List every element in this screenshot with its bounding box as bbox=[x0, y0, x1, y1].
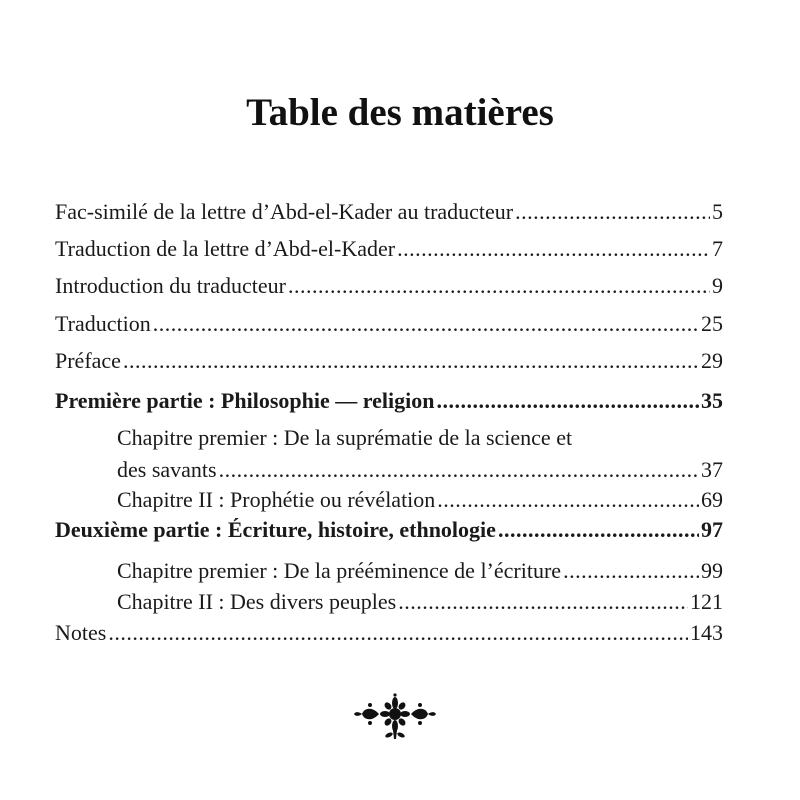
toc-entry-preface[interactable] bbox=[55, 345, 723, 377]
toc-entry-label: des savants bbox=[117, 457, 217, 482]
toc-entry-label: Préface bbox=[55, 348, 121, 373]
toc-page-number: 69 bbox=[701, 487, 723, 512]
toc-entry-facsimile[interactable] bbox=[55, 196, 723, 228]
toc-entry-label: Introduction du traducteur bbox=[55, 273, 286, 298]
toc-entry-label: Traduction bbox=[55, 311, 151, 336]
toc-entry-label-line1: Chapitre premier : De la suprématie de la science et bbox=[117, 425, 573, 450]
toc-part-two[interactable] bbox=[55, 514, 723, 546]
toc-page-number: 9 bbox=[712, 273, 723, 298]
toc-page-number: 35 bbox=[701, 388, 723, 413]
toc-chapter-suprematie[interactable] bbox=[117, 422, 723, 486]
toc-page-number: 5 bbox=[712, 199, 723, 224]
dot-leader bbox=[498, 514, 699, 546]
toc-part-one[interactable] bbox=[55, 385, 723, 417]
toc-page-number: 25 bbox=[701, 311, 723, 336]
toc-entry-label: Chapitre II : Des divers peuples bbox=[117, 589, 397, 614]
toc-entry-label: Traduction de la lettre d’Abd-el-Kader bbox=[55, 236, 396, 261]
toc-entry-notes[interactable] bbox=[55, 617, 723, 649]
dot-leader bbox=[436, 385, 699, 417]
toc-entry-traduction-lettre[interactable] bbox=[55, 233, 723, 265]
dot-leader bbox=[397, 233, 710, 265]
toc-page-number: 99 bbox=[701, 558, 723, 583]
toc-page-number: 7 bbox=[712, 236, 723, 261]
toc-chapter-ecriture[interactable] bbox=[117, 555, 723, 587]
dot-leader bbox=[515, 196, 710, 228]
toc-entry-label: Première partie : Philosophie — religion bbox=[55, 388, 435, 413]
toc-entry-label: Chapitre premier : De la prééminence de l’écriture bbox=[117, 558, 562, 583]
toc-page-number: 29 bbox=[701, 348, 723, 373]
dot-leader bbox=[563, 555, 699, 587]
toc-chapter-peuples[interactable] bbox=[117, 586, 723, 618]
toc-page-number: 97 bbox=[701, 517, 723, 542]
toc-page-number: 121 bbox=[690, 589, 723, 614]
floral-fleuron-icon bbox=[352, 692, 438, 742]
toc-entry-traduction[interactable] bbox=[55, 308, 723, 340]
toc-entry-label: Fac-similé de la lettre d’Abd-el-Kader au traducteur bbox=[55, 199, 514, 224]
toc-entry-label: Chapitre II : Prophétie ou révélation bbox=[117, 487, 436, 512]
toc-entry-introduction[interactable] bbox=[55, 270, 723, 302]
dot-leader bbox=[123, 345, 699, 377]
dot-leader bbox=[153, 308, 699, 340]
toc-page-number: 37 bbox=[701, 457, 723, 482]
page-title: Table des matières bbox=[246, 91, 554, 134]
dot-leader bbox=[398, 586, 688, 618]
toc-entry-label: Deuxième partie : Écriture, histoire, ethnologie bbox=[55, 517, 496, 542]
dot-leader bbox=[108, 617, 688, 649]
dot-leader bbox=[288, 270, 710, 302]
dot-leader bbox=[437, 484, 699, 516]
toc-page-number: 143 bbox=[690, 620, 723, 645]
toc-entry-label: Notes bbox=[55, 620, 107, 645]
toc-chapter-prophetie[interactable] bbox=[117, 484, 723, 516]
dot-leader bbox=[219, 454, 699, 486]
